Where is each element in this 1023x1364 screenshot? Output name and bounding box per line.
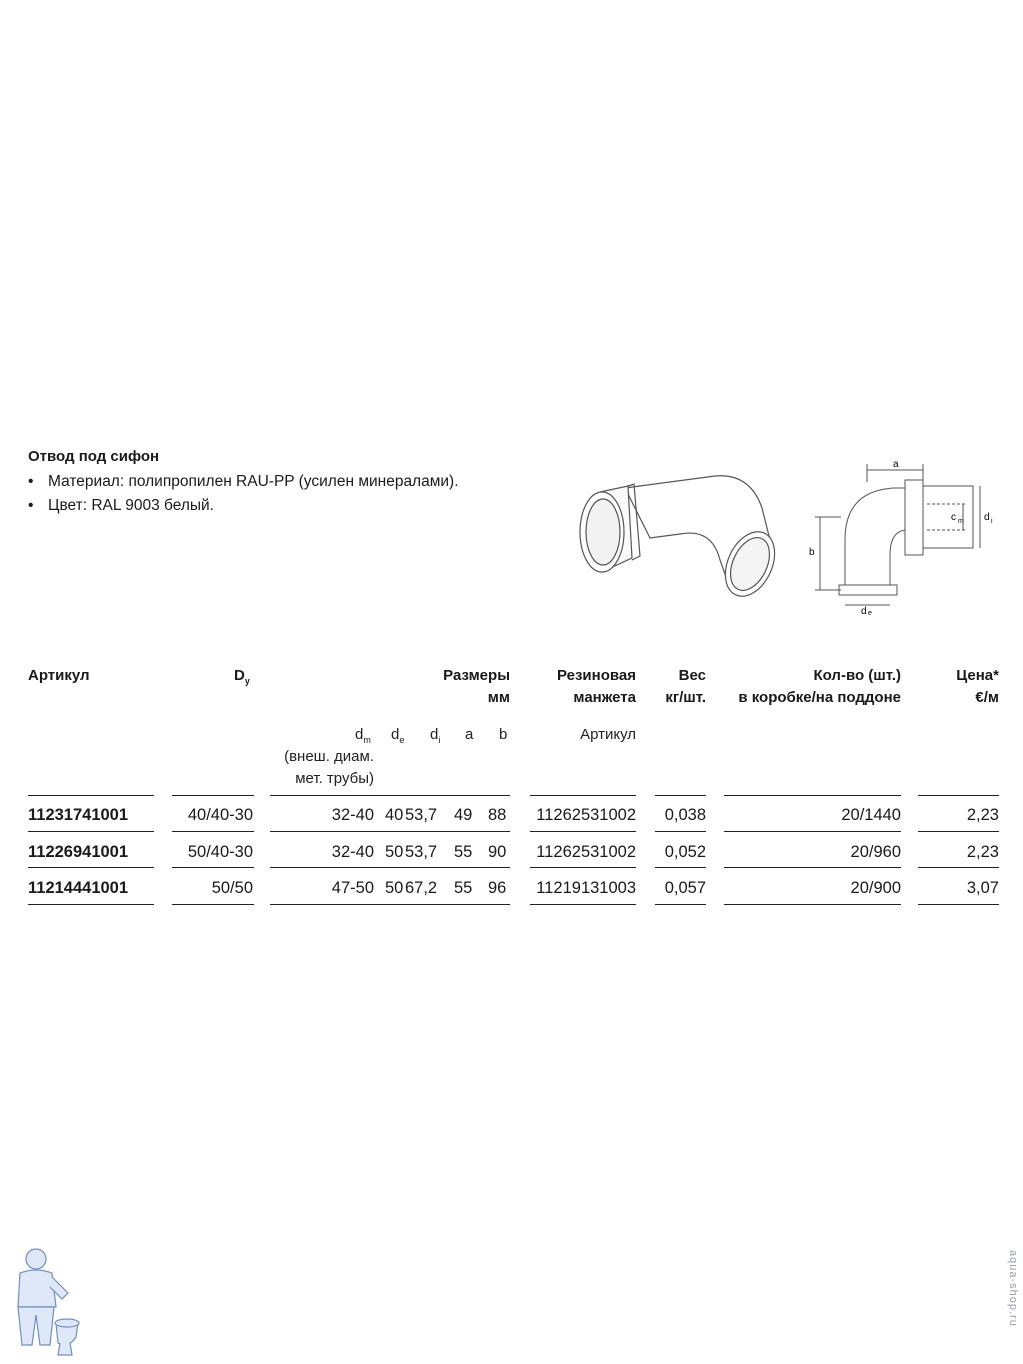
qty-label-1: Кол-во (шт.) [813, 667, 901, 684]
row-price: 3,07 [966, 879, 999, 897]
watermark: аqua-shop.ru [1007, 1250, 1019, 1327]
row-di: 53,7 [405, 843, 438, 861]
row-rule [28, 831, 154, 832]
row-qty: 20/1440 [841, 806, 901, 824]
label-di-sub: i [991, 518, 993, 525]
elbow-fitting-illustration [570, 468, 785, 598]
dimension-drawing [805, 460, 1005, 615]
plumber-mascot-logo [6, 1245, 86, 1360]
row-weight: 0,057 [664, 879, 706, 897]
dm-note-1: (внеш. диам. [284, 748, 374, 765]
row-weight: 0,038 [664, 806, 706, 824]
label-cm-sub: m [958, 518, 964, 525]
label-cm: c [951, 512, 956, 523]
subheader-a: a [465, 726, 474, 743]
row-price: 2,23 [966, 843, 999, 861]
dm-note-2: мет. трубы) [295, 770, 374, 787]
row-b: 88 [488, 806, 507, 824]
row-seal: 11219131003 [536, 879, 636, 897]
seal-label-1: Резиновая [557, 667, 636, 684]
col-header-article: Артикул [28, 667, 90, 684]
rule-qty [724, 795, 901, 796]
row-b: 90 [488, 843, 507, 861]
row-rule [918, 867, 999, 868]
row-dm: 32-40 [331, 843, 374, 861]
subheader-di: $d_i$ [430, 726, 441, 745]
col-header-dy [234, 665, 250, 692]
dy-subscript: y [244, 676, 250, 686]
col-header-price [920, 665, 999, 709]
rule-weight [655, 795, 706, 796]
row-rule [918, 904, 999, 905]
product-title: Отвод под сифон [28, 448, 160, 465]
rule-price [918, 795, 999, 796]
row-a: 49 [454, 806, 473, 824]
subheader-seal-article: Артикул [580, 726, 636, 743]
label-de-sub: e [868, 610, 872, 615]
rule-dimensions [270, 795, 510, 796]
row-rule [270, 904, 510, 905]
row-dy: 50/40-30 [187, 843, 253, 861]
col-header-weight [640, 665, 706, 709]
label-di: d [984, 512, 990, 523]
dimensions-unit: мм [487, 689, 510, 706]
row-de: 50 [385, 843, 404, 861]
row-seal: 11262531002 [536, 843, 636, 861]
row-a: 55 [454, 879, 473, 897]
col-header-seal [520, 665, 636, 709]
row-rule [172, 904, 254, 905]
col-header-qty [720, 665, 901, 709]
row-di: 67,2 [405, 879, 438, 897]
row-rule [530, 904, 636, 905]
row-rule [270, 867, 510, 868]
row-qty: 20/960 [850, 843, 901, 861]
row-a: 55 [454, 843, 473, 861]
row-de: 50 [385, 879, 404, 897]
row-rule [918, 831, 999, 832]
row-rule [655, 867, 706, 868]
row-rule [530, 867, 636, 868]
subheader-dm: $d_m$ [355, 726, 371, 745]
row-rule [270, 831, 510, 832]
row-rule [724, 904, 901, 905]
subheader-de: $d_e$ [391, 726, 405, 745]
dimensions-label: Размеры [443, 667, 510, 684]
price-label: Цена* [956, 667, 999, 684]
row-seal: 11262531002 [536, 806, 636, 824]
row-price: 2,23 [966, 806, 999, 824]
spec-material: • Материал: полипропилен RAU-PP (усилен минералами). [28, 470, 459, 494]
row-article: 11226941001 [28, 843, 129, 861]
weight-label: Вес [678, 667, 706, 684]
row-rule [28, 867, 154, 868]
seal-label-2: манжета [573, 689, 636, 706]
row-rule [172, 867, 254, 868]
subheader-b: b [499, 726, 508, 743]
label-b: b [809, 547, 815, 558]
weight-unit: кг/шт. [665, 689, 706, 706]
col-header-dimensions [400, 665, 510, 709]
row-article: 11214441001 [28, 879, 129, 897]
row-rule [28, 904, 154, 905]
row-dm: 47-50 [331, 879, 374, 897]
rule-seal [530, 795, 636, 796]
label-de: d [861, 606, 867, 615]
row-rule [724, 867, 901, 868]
row-de: 40 [385, 806, 404, 824]
row-rule [172, 831, 254, 832]
rule-dy [172, 795, 254, 796]
row-di: 53,7 [405, 806, 438, 824]
row-qty: 20/900 [850, 879, 901, 897]
row-dy: 50/50 [211, 879, 253, 897]
dy-symbol: D [234, 667, 245, 684]
qty-label-2: в коробке/на поддоне [738, 689, 901, 706]
row-rule [530, 831, 636, 832]
label-a: a [893, 460, 899, 470]
row-rule [655, 831, 706, 832]
row-weight: 0,052 [664, 843, 706, 861]
row-rule [724, 831, 901, 832]
row-article: 11231741001 [28, 806, 129, 824]
row-b: 96 [488, 879, 507, 897]
subheader-dm-note [260, 746, 374, 790]
price-unit: €/м [975, 689, 999, 706]
row-dm: 32-40 [331, 806, 374, 824]
spec-color: • Цвет: RAL 9003 белый. [28, 494, 459, 518]
product-specs [28, 470, 459, 518]
rule-article [28, 795, 154, 796]
row-dy: 40/40-30 [187, 806, 253, 824]
row-rule [655, 904, 706, 905]
